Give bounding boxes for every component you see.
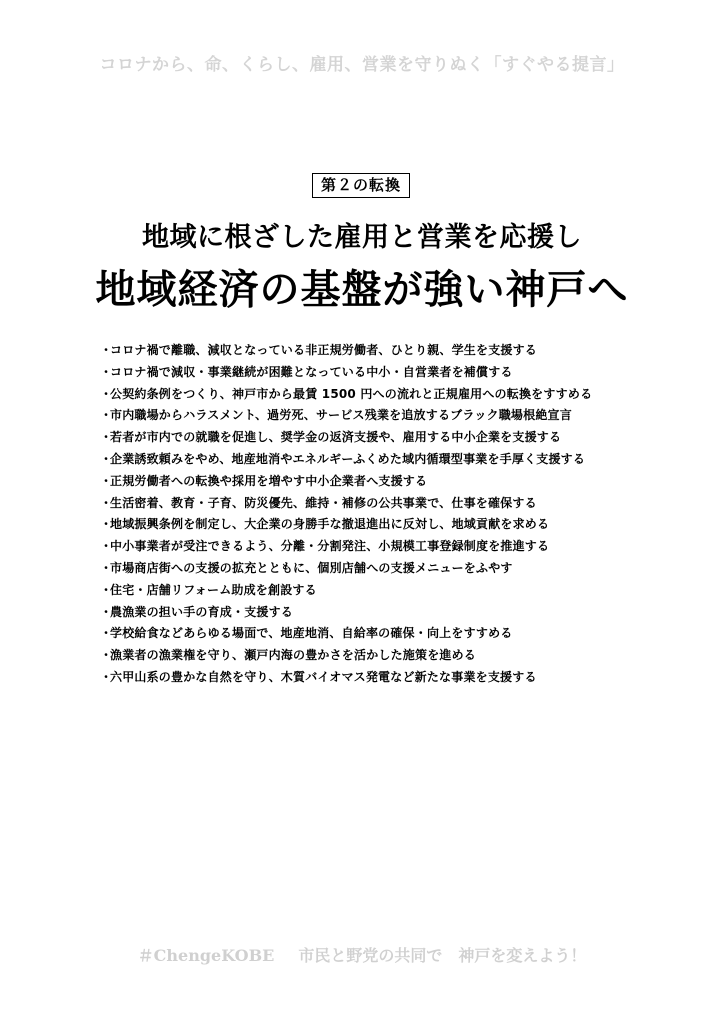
- policy-item: [100, 362, 700, 384]
- document-header-title: コロナから、命、くらし、雇用、営業を守りぬく「すぐやる提言」: [99, 55, 625, 75]
- policy-item-text: 若者が市内での就職を促進し、奨学金の返済支援や、雇用する中小企業を支援する: [110, 430, 562, 445]
- bullet-mark: ・: [100, 386, 113, 401]
- policy-item: [100, 558, 700, 580]
- policy-item: [100, 340, 700, 362]
- bullet-mark: ・: [100, 495, 113, 510]
- section-label: 第２の転換: [312, 173, 410, 198]
- policy-item-text: 農漁業の担い手の育成・支援する: [110, 604, 294, 619]
- bullet-mark: ・: [100, 430, 113, 445]
- bullet-mark: ・: [100, 626, 113, 641]
- bullet-mark: ・: [100, 560, 113, 575]
- policy-item-text: 市内職場からハラスメント、過労死、サービス残業を追放するブラック職場根絶宣言: [110, 408, 572, 423]
- bullet-mark: ・: [100, 604, 113, 619]
- policy-item: [100, 667, 700, 689]
- bullet-mark: ・: [100, 408, 113, 423]
- policy-item-text: 公契約条例をつくり、神戸市から最賃 1500 円への流れと正規雇用への転換をすすめる: [110, 386, 593, 401]
- policy-item-text: 漁業者の漁業権を守り、瀬戸内海の豊かさを活かした施策を進める: [110, 648, 477, 663]
- policy-item: [100, 493, 700, 515]
- bullet-mark: ・: [100, 582, 113, 597]
- bullet-mark: ・: [100, 669, 113, 684]
- policy-item: [100, 405, 700, 427]
- policy-item: [100, 536, 700, 558]
- policy-item: [100, 449, 700, 471]
- policy-item-text: コロナ禍で離職、減収となっている非正規労働者、ひとり親、学生を支援する: [110, 343, 538, 357]
- policy-list: [100, 340, 700, 689]
- policy-item-text: 中小事業者が受注できるよう、分離・分割発注、小規模工事登録制度を推進する: [110, 539, 550, 554]
- footer-slogan: 市民と野党の共同で 神戸を変えよう！: [298, 946, 587, 965]
- bullet-mark: ・: [100, 648, 113, 663]
- policy-item: [100, 645, 700, 667]
- policy-item-text: 市場商店街への支援の拡充とともに、個別店舗への支援メニューをふやす: [110, 560, 513, 575]
- bullet-mark: ・: [100, 539, 113, 554]
- policy-item-text: コロナ禍で減収・事業継続が困難となっている中小・自営業者を補償する: [110, 364, 513, 379]
- headline-title: 地域経済の基盤が強い神戸へ: [95, 266, 629, 313]
- policy-item-text: 生活密着、教育・子育、防災優先、維持・補修の公共事業で、仕事を確保する: [110, 495, 537, 510]
- bullet-mark: ・: [100, 364, 113, 379]
- policy-item: [100, 427, 700, 449]
- policy-item-text: 学校給食などあらゆる場面で、地産地消、自給率の確保・向上をすすめる: [110, 626, 513, 641]
- policy-item: [100, 580, 700, 602]
- policy-item-text: 六甲山系の豊かな自然を守り、木質バイオマス発電など新たな事業を支援する: [110, 669, 537, 684]
- footer-hashtag: ＃ChengeKOBE: [137, 946, 275, 965]
- policy-item: [100, 514, 700, 536]
- bullet-mark: ・: [100, 517, 113, 532]
- bullet-mark: ・: [100, 451, 113, 466]
- policy-item-text: 地域振興条例を制定し、大企業の身勝手な撤退進出に反対し、地域貢献を求める: [110, 517, 550, 532]
- policy-item-text: 正規労働者への転換や採用を増やす中小企業者へ支援する: [110, 473, 428, 488]
- policy-item-text: 住宅・店舗リフォーム助成を創設する: [110, 582, 317, 597]
- policy-item: [100, 384, 700, 406]
- bullet-mark: ・: [100, 473, 113, 488]
- bullet-mark: ・: [100, 343, 113, 357]
- footer: [0, 943, 724, 966]
- policy-item: [100, 602, 700, 624]
- headline-subtitle: 地域に根ざした雇用と営業を応援し: [142, 222, 582, 253]
- policy-item: [100, 471, 700, 493]
- policy-item-text: 企業誘致頼みをやめ、地産地消やエネルギーふくめた域内循環型事業を手厚く支援する: [110, 451, 586, 466]
- policy-item: [100, 623, 700, 645]
